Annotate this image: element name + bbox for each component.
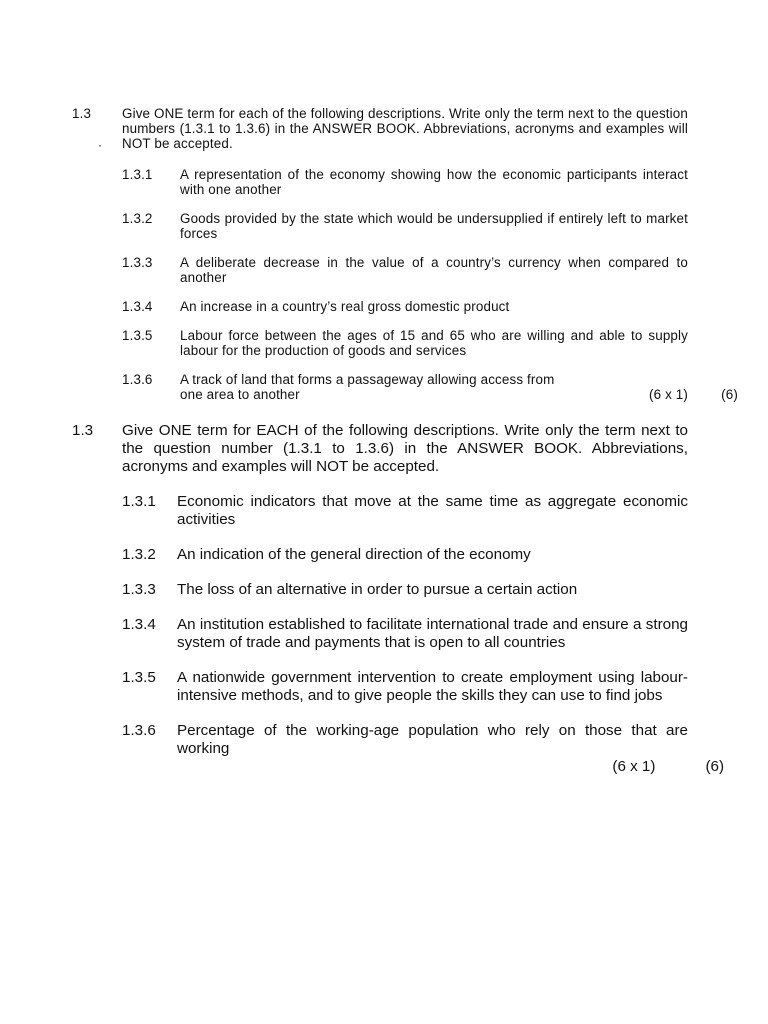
marks-total: (6) xyxy=(721,387,738,402)
item-number: 1.3.1 xyxy=(122,167,153,182)
item-number: 1.3.4 xyxy=(122,299,153,314)
item-text-line: one area to another xyxy=(180,387,300,402)
item-text: A nationwide government intervention to create employment using labour-intensive methods, and to give people the skills they can use to find jobs xyxy=(177,669,688,704)
question-item xyxy=(122,722,688,758)
item-text: An increase in a country’s real gross domestic product xyxy=(180,299,510,314)
item-number: 1.3.2 xyxy=(122,546,156,563)
item-text-last xyxy=(180,372,738,402)
item-last-line-with-marks xyxy=(180,387,738,402)
item-text-line: A track of land that forms a passageway allowing access from xyxy=(180,372,555,387)
item-number: 1.3.1 xyxy=(122,493,156,510)
question-item xyxy=(122,546,688,564)
item-number: 1.3.3 xyxy=(122,581,156,598)
item-text: An institution established to facilitate international trade and ensure a strong system of trade and payments that is open to all countries xyxy=(177,616,688,651)
marks-breakdown: (6 x 1) xyxy=(649,387,688,402)
question-item xyxy=(122,372,738,402)
marks-breakdown: (6 x 1) xyxy=(612,758,656,775)
question-header xyxy=(72,422,688,476)
item-text: Percentage of the working-age population who rely on those that are working xyxy=(177,722,688,757)
item-text: Goods provided by the state which would be undersupplied if entirely left to market forces xyxy=(180,211,688,241)
question-section-2 xyxy=(72,422,724,776)
question-number: 1.3 xyxy=(72,422,94,439)
question-item xyxy=(122,581,688,599)
question-item xyxy=(122,211,688,241)
marks xyxy=(72,758,724,776)
question-item xyxy=(122,328,688,358)
question-header xyxy=(72,106,688,151)
question-item xyxy=(122,669,688,705)
question-instructions: Give ONE term for EACH of the following descriptions. Write only the term next to the question number (1.3.1 to 1.3.6) in the ANSWER BOOK. Abbreviations, acronyms and examples will NOT be accepted. xyxy=(122,422,688,475)
question-item xyxy=(122,255,688,285)
question-item xyxy=(122,299,688,314)
item-text: A representation of the economy showing how the economic participants interact with one another xyxy=(180,167,688,197)
item-number: 1.3.3 xyxy=(122,255,153,270)
item-text: A deliberate decrease in the value of a country’s currency when compared to another xyxy=(180,255,688,285)
marks-total: (6) xyxy=(705,758,724,775)
item-number: 1.3.4 xyxy=(122,616,156,633)
item-text: An indication of the general direction of the economy xyxy=(177,546,531,563)
item-number: 1.3.2 xyxy=(122,211,153,226)
question-instructions: Give ONE term for each of the following descriptions. Write only the term next to the question numbers (1.3.1 to 1.3.6) in the ANSWER BOOK. Abbreviations, acronyms and examples will NOT be accepted. xyxy=(122,106,688,151)
question-items xyxy=(122,493,688,758)
marks xyxy=(649,387,688,402)
question-number: 1.3 xyxy=(72,106,92,121)
question-item xyxy=(122,167,688,197)
item-number: 1.3.5 xyxy=(122,328,153,343)
item-number: 1.3.6 xyxy=(122,372,153,387)
question-item xyxy=(122,493,688,529)
item-text: Economic indicators that move at the same time as aggregate economic activities xyxy=(177,493,688,528)
item-number: 1.3.6 xyxy=(122,722,156,739)
item-number: 1.3.5 xyxy=(122,669,156,686)
question-items xyxy=(122,167,738,402)
question-section-1 xyxy=(72,106,738,402)
question-item xyxy=(122,616,688,652)
item-text: Labour force between the ages of 15 and 65 who are willing and able to supply labour for the production of goods and services xyxy=(180,328,688,358)
stray-dot: · xyxy=(98,138,103,152)
item-text: The loss of an alternative in order to pursue a certain action xyxy=(177,581,578,598)
